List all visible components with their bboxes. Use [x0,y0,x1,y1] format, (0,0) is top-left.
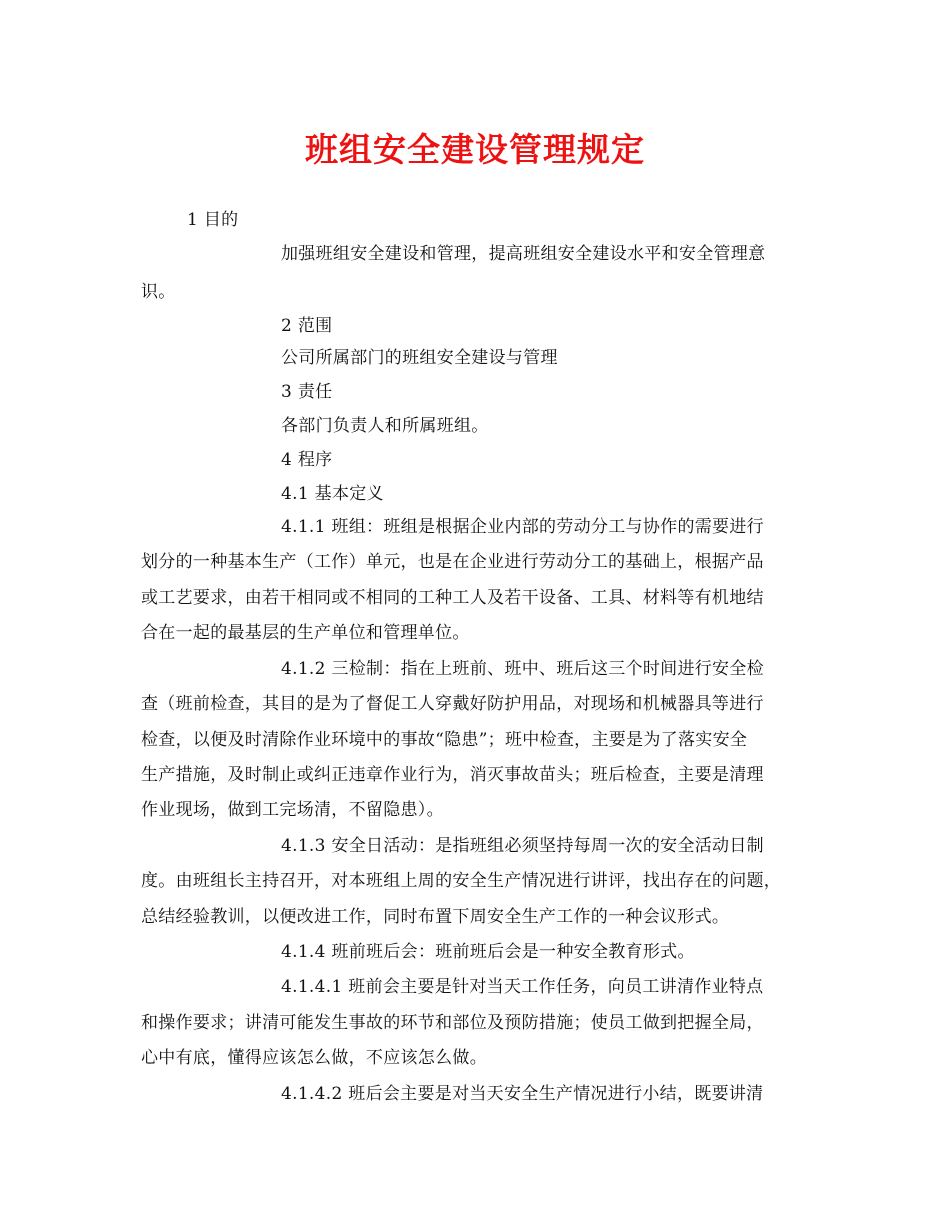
paragraph-line: 加强班组安全建设和管理，提高班组安全建设水平和安全管理意 [281,244,766,264]
paragraph-line: 和操作要求；讲清可能发生事故的环节和部位及预防措施；使员工做到把握全局， [141,1013,764,1033]
paragraph-line: 查（班前检查，其目的是为了督促工人穿戴好防护用品，对现场和机械器具等进行 [141,694,764,714]
paragraph-line: 识。 [141,282,176,302]
section-heading-purpose: 1 目的 [187,210,239,230]
paragraph-line: 或工艺要求，由若干相同或不相同的工种工人及若干设备、工具、材料等有机地结 [141,588,764,608]
paragraph-line: 各部门负责人和所属班组。 [281,416,489,436]
paragraph-line: 作业现场，做到工完场清，不留隐患）。 [141,800,444,820]
paragraph-line: 4.1.4.1 班前会主要是针对当天工作任务，向员工讲清作业特点 [281,977,764,997]
paragraph-line: 总结经验教训，以便改进工作，同时布置下周安全生产工作的一种会议形式。 [141,907,730,927]
paragraph-line: 4.1.4 班前班后会：班前班后会是一种安全教育形式。 [281,942,695,962]
paragraph-line: 4.1.3 安全日活动：是指班组必须坚持每周一次的安全活动日制 [281,836,764,856]
paragraph-line: 度。由班组长主持召开，对本班组上周的安全生产情况进行讲评，找出存在的问题， [141,871,782,891]
document-title: 班组安全建设管理规定 [305,130,645,169]
paragraph-line: 合在一起的最基层的生产单位和管理单位。 [141,623,470,643]
section-heading-scope: 2 范围 [281,316,333,336]
subsection-heading: 4.1 基本定义 [281,484,384,504]
section-heading-procedure: 4 程序 [281,450,333,470]
paragraph-line: 4.1.4.2 班后会主要是对当天安全生产情况进行小结，既要讲清 [281,1084,764,1104]
section-heading-responsibility: 3 责任 [281,382,333,402]
paragraph-line: 4.1.2 三检制：指在上班前、班中、班后这三个时间进行安全检 [281,659,764,679]
paragraph-line: 心中有底，懂得应该怎么做，不应该怎么做。 [141,1048,487,1068]
paragraph-line: 公司所属部门的班组安全建设与管理 [281,348,558,368]
paragraph-line: 划分的一种基本生产（工作）单元，也是在企业进行劳动分工的基础上，根据产品 [141,552,764,572]
paragraph-line: 生产措施，及时制止或纠正违章作业行为，消灭事故苗头；班后检查，主要是清理 [141,765,764,785]
paragraph-line: 4.1.1 班组：班组是根据企业内部的劳动分工与协作的需要进行 [281,517,764,537]
paragraph-line: 检查，以便及时清除作业环境中的事故“隐患”；班中检查，主要是为了落实安全 [141,730,748,750]
